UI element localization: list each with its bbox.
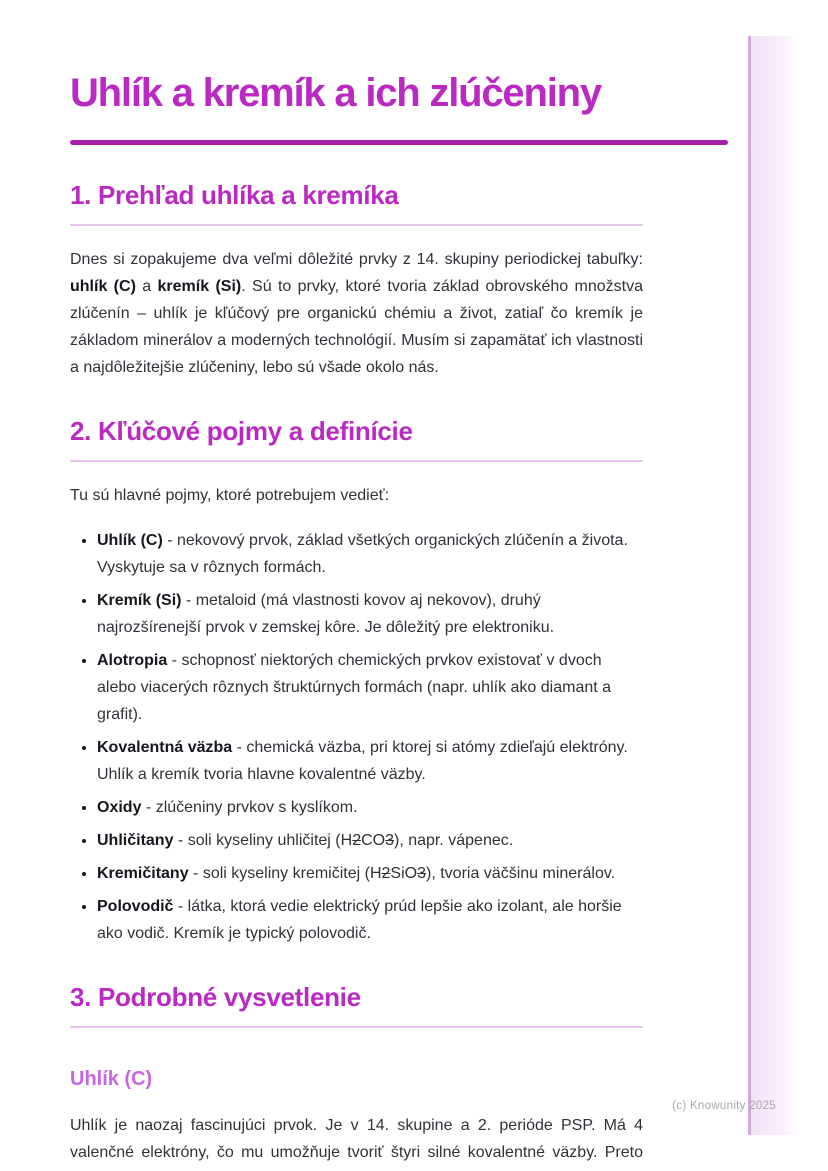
list-item: • Alotropia - schopnosť niektorých chemických prvkov existovať v dvoch alebo viacerých rôznych štruktúrnych formách (napr. uhlík ako diamant a grafit). <box>97 647 643 728</box>
section-detailed-explanation <box>70 981 643 1166</box>
section-divider-3 <box>70 1026 643 1028</box>
section-key-terms <box>70 415 643 947</box>
key-terms-intro: Tu sú hlavné pojmy, ktoré potrebujem vedieť: <box>70 487 390 504</box>
section-heading-2: 2. Kľúčové pojmy a definície <box>70 416 413 446</box>
section-heading-3: 3. Podrobné vysvetlenie <box>70 982 361 1012</box>
section-heading-1: 1. Prehľad uhlíka a kremíka <box>70 180 399 210</box>
list-item: • Polovodič - látka, ktorá vedie elektrický prúd lepšie ako izolant, ale horšie ako vodič. Kremík je typický polovodič. <box>97 893 643 947</box>
list-item: • Kremík (Si) - metaloid (má vlastnosti kovov aj nekovov), druhý najrozšírenejší prvok v zemskej kôre. Je dôležitý pre elektroniku. <box>97 587 643 641</box>
list-item: • Kovalentná väzba - chemická väzba, pri ktorej si atómy zdieľajú elektróny. Uhlík a kremík tvoria hlavne kovalentné väzby. <box>97 734 643 788</box>
list-item: • Kremičitany - soli kyseliny kremičitej (H2SiO3), tvoria väčšinu minerálov. <box>97 860 643 887</box>
paragraph-carbon: Uhlík je naozaj fascinujúci prvok. Je v 14. skupine a 2. perióde PSP. Má 4 valenčné elektróny, čo mu umožňuje tvoriť štyri silné kovalentné väzby. Preto <box>70 1117 643 1161</box>
list-item: • Uhličitany - soli kyseliny uhličitej (H2CO3), napr. vápenec. <box>97 827 643 854</box>
page-title: Uhlík a kremík a ich zlúčeniny <box>70 71 601 115</box>
list-item: • Oxidy - zlúčeniny prvkov s kyslíkom. <box>97 794 643 821</box>
key-terms-list <box>70 527 643 947</box>
section-overview <box>70 179 643 381</box>
subsection-heading-carbon: Uhlík (C) <box>70 1068 153 1090</box>
section-divider-2 <box>70 460 643 462</box>
paragraph-overview: Dnes si zopakujeme dva veľmi dôležité prvky z 14. skupiny periodickej tabuľky: uhlík (C) a kremík (Si). Sú to prvky, ktoré tvoria základ obrovského množstva zlúčenín – uhlík je kľúčový pre organickú chémiu a život, zatiaľ čo kremík je základom minerálov a moderných technológií. Musím si zapamätať ich vlastnosti a najdôležitejšie zlúčeniny, lebo sú všade okolo nás. <box>70 251 644 376</box>
title-divider <box>70 140 728 145</box>
watermark: (c) Knowunity 2025 <box>672 1100 776 1112</box>
section-divider-1 <box>70 224 643 226</box>
side-highlight-stripe <box>748 36 796 1135</box>
list-item: • Uhlík (C) - nekovový prvok, základ všetkých organických zlúčenín a života. Vyskytuje sa v rôznych formách. <box>97 527 643 581</box>
